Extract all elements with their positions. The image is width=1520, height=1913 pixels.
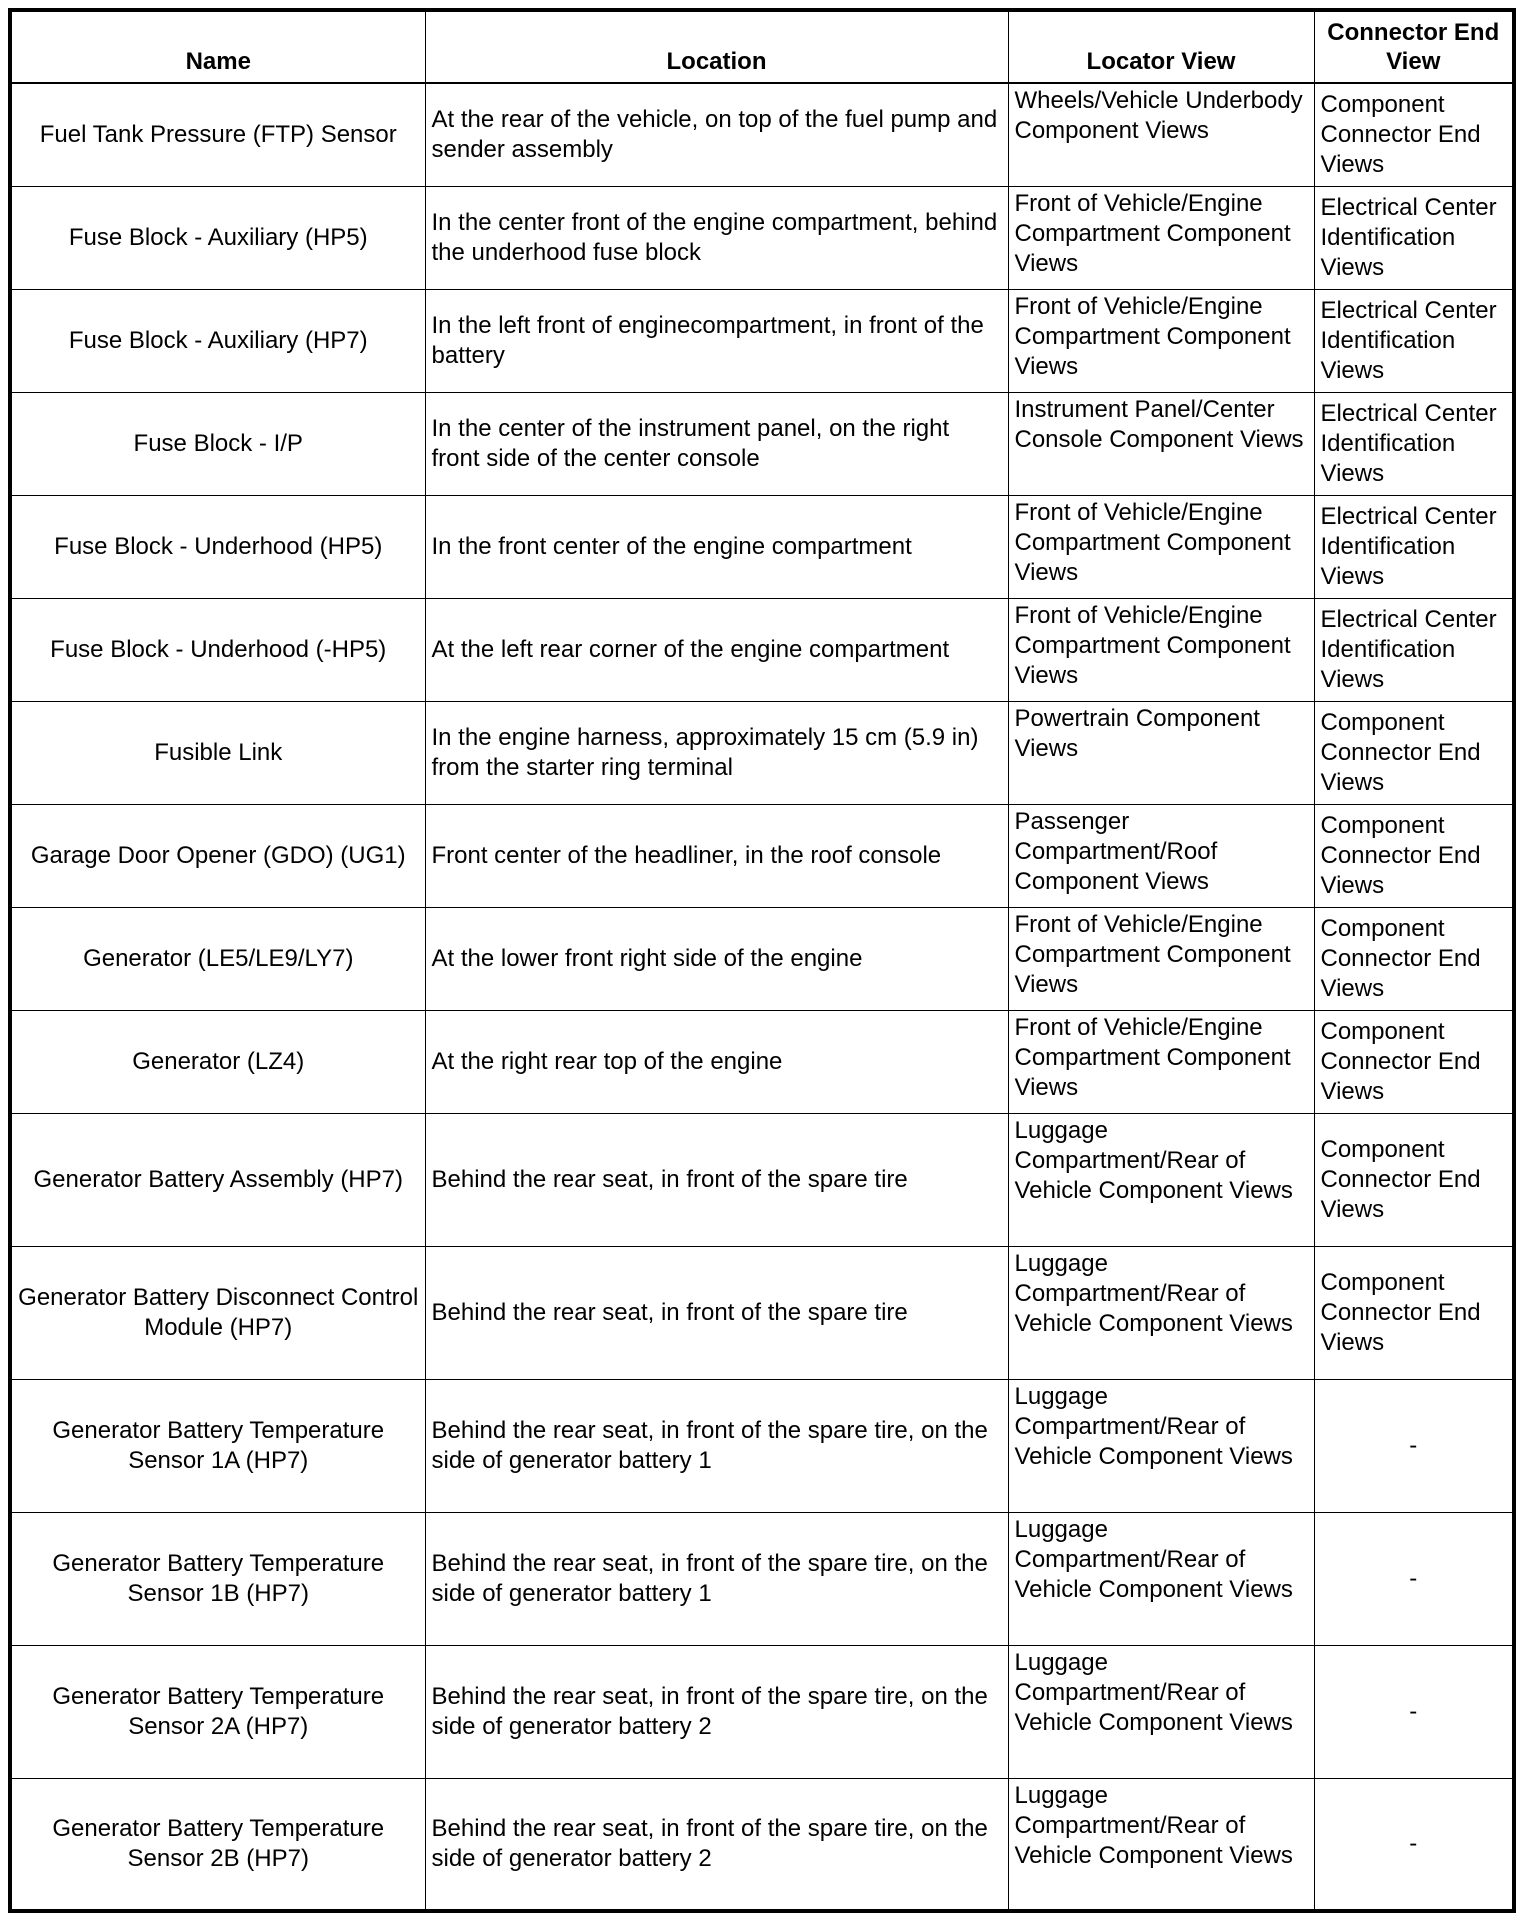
cell-connector-end-view: Component Connector End Views <box>1314 1113 1514 1246</box>
cell-name: Generator Battery Assembly (HP7) <box>10 1113 425 1246</box>
cell-connector-end-view: - <box>1314 1379 1514 1512</box>
cell-connector-end-view: Component Connector End Views <box>1314 804 1514 907</box>
header-name: Name <box>10 10 425 83</box>
header-connector-end-view: Connector End View <box>1314 10 1514 83</box>
cell-name: Fuel Tank Pressure (FTP) Sensor <box>10 83 425 186</box>
header-row <box>10 10 1514 83</box>
cell-locator-view: Passenger Compartment/Roof Component Views <box>1008 804 1314 907</box>
cell-name: Generator Battery Disconnect Control Module (HP7) <box>10 1246 425 1379</box>
cell-name: Generator (LE5/LE9/LY7) <box>10 907 425 1010</box>
cell-location: Front center of the headliner, in the roof console <box>425 804 1008 907</box>
cell-location: In the center front of the engine compartment, behind the underhood fuse block <box>425 186 1008 289</box>
cell-connector-end-view: Electrical Center Identification Views <box>1314 186 1514 289</box>
cell-locator-view: Luggage Compartment/Rear of Vehicle Component Views <box>1008 1379 1314 1512</box>
cell-location: Behind the rear seat, in front of the spare tire <box>425 1246 1008 1379</box>
cell-location: At the left rear corner of the engine compartment <box>425 598 1008 701</box>
cell-name: Generator Battery Temperature Sensor 1B (HP7) <box>10 1512 425 1645</box>
table-row <box>10 1778 1514 1911</box>
cell-name: Fuse Block - Auxiliary (HP5) <box>10 186 425 289</box>
table-row <box>10 495 1514 598</box>
table-row <box>10 186 1514 289</box>
cell-location: At the right rear top of the engine <box>425 1010 1008 1113</box>
cell-connector-end-view: Electrical Center Identification Views <box>1314 495 1514 598</box>
cell-locator-view: Luggage Compartment/Rear of Vehicle Component Views <box>1008 1512 1314 1645</box>
cell-connector-end-view: - <box>1314 1645 1514 1778</box>
cell-connector-end-view: Electrical Center Identification Views <box>1314 289 1514 392</box>
table-row <box>10 804 1514 907</box>
cell-connector-end-view: Electrical Center Identification Views <box>1314 598 1514 701</box>
cell-connector-end-view: Component Connector End Views <box>1314 1010 1514 1113</box>
cell-location: At the rear of the vehicle, on top of the fuel pump and sender assembly <box>425 83 1008 186</box>
table-row <box>10 1246 1514 1379</box>
table-row <box>10 83 1514 186</box>
table-row <box>10 289 1514 392</box>
cell-locator-view: Powertrain Component Views <box>1008 701 1314 804</box>
cell-locator-view: Wheels/Vehicle Underbody Component Views <box>1008 83 1314 186</box>
table-row <box>10 1113 1514 1246</box>
cell-locator-view: Instrument Panel/Center Console Component Views <box>1008 392 1314 495</box>
cell-location: Behind the rear seat, in front of the spare tire <box>425 1113 1008 1246</box>
header-location: Location <box>425 10 1008 83</box>
table-row <box>10 1512 1514 1645</box>
cell-name: Garage Door Opener (GDO) (UG1) <box>10 804 425 907</box>
cell-name: Fuse Block - Underhood (HP5) <box>10 495 425 598</box>
table-body <box>10 83 1514 1911</box>
cell-locator-view: Front of Vehicle/Engine Compartment Component Views <box>1008 1010 1314 1113</box>
cell-location: In the engine harness, approximately 15 cm (5.9 in) from the starter ring terminal <box>425 701 1008 804</box>
cell-name: Fuse Block - Auxiliary (HP7) <box>10 289 425 392</box>
cell-locator-view: Luggage Compartment/Rear of Vehicle Component Views <box>1008 1246 1314 1379</box>
cell-connector-end-view: Component Connector End Views <box>1314 701 1514 804</box>
cell-name: Generator (LZ4) <box>10 1010 425 1113</box>
cell-connector-end-view: Component Connector End Views <box>1314 907 1514 1010</box>
table-row <box>10 598 1514 701</box>
table-row <box>10 1645 1514 1778</box>
cell-locator-view: Luggage Compartment/Rear of Vehicle Component Views <box>1008 1113 1314 1246</box>
cell-location: At the lower front right side of the engine <box>425 907 1008 1010</box>
component-locator-table <box>8 8 1516 1913</box>
table-row <box>10 907 1514 1010</box>
cell-connector-end-view: Component Connector End Views <box>1314 1246 1514 1379</box>
cell-locator-view: Front of Vehicle/Engine Compartment Component Views <box>1008 495 1314 598</box>
cell-name: Generator Battery Temperature Sensor 2B (HP7) <box>10 1778 425 1911</box>
cell-locator-view: Front of Vehicle/Engine Compartment Component Views <box>1008 598 1314 701</box>
cell-name: Generator Battery Temperature Sensor 2A (HP7) <box>10 1645 425 1778</box>
header-locator-view: Locator View <box>1008 10 1314 83</box>
cell-name: Fuse Block - I/P <box>10 392 425 495</box>
table-row <box>10 701 1514 804</box>
cell-location: Behind the rear seat, in front of the spare tire, on the side of generator battery 1 <box>425 1512 1008 1645</box>
cell-locator-view: Front of Vehicle/Engine Compartment Component Views <box>1008 907 1314 1010</box>
cell-location: Behind the rear seat, in front of the spare tire, on the side of generator battery 2 <box>425 1778 1008 1911</box>
cell-location: In the center of the instrument panel, on the right front side of the center console <box>425 392 1008 495</box>
cell-connector-end-view: Electrical Center Identification Views <box>1314 392 1514 495</box>
cell-locator-view: Luggage Compartment/Rear of Vehicle Component Views <box>1008 1778 1314 1911</box>
cell-location: In the front center of the engine compartment <box>425 495 1008 598</box>
table-row <box>10 1379 1514 1512</box>
cell-connector-end-view: Component Connector End Views <box>1314 83 1514 186</box>
cell-connector-end-view: - <box>1314 1512 1514 1645</box>
cell-location: Behind the rear seat, in front of the spare tire, on the side of generator battery 2 <box>425 1645 1008 1778</box>
cell-location: In the left front of enginecompartment, in front of the battery <box>425 289 1008 392</box>
cell-connector-end-view: - <box>1314 1778 1514 1911</box>
cell-location: Behind the rear seat, in front of the spare tire, on the side of generator battery 1 <box>425 1379 1008 1512</box>
cell-name: Generator Battery Temperature Sensor 1A (HP7) <box>10 1379 425 1512</box>
cell-locator-view: Front of Vehicle/Engine Compartment Component Views <box>1008 186 1314 289</box>
table-row <box>10 392 1514 495</box>
table-row <box>10 1010 1514 1113</box>
cell-locator-view: Luggage Compartment/Rear of Vehicle Component Views <box>1008 1645 1314 1778</box>
cell-name: Fusible Link <box>10 701 425 804</box>
cell-locator-view: Front of Vehicle/Engine Compartment Component Views <box>1008 289 1314 392</box>
cell-name: Fuse Block - Underhood (-HP5) <box>10 598 425 701</box>
